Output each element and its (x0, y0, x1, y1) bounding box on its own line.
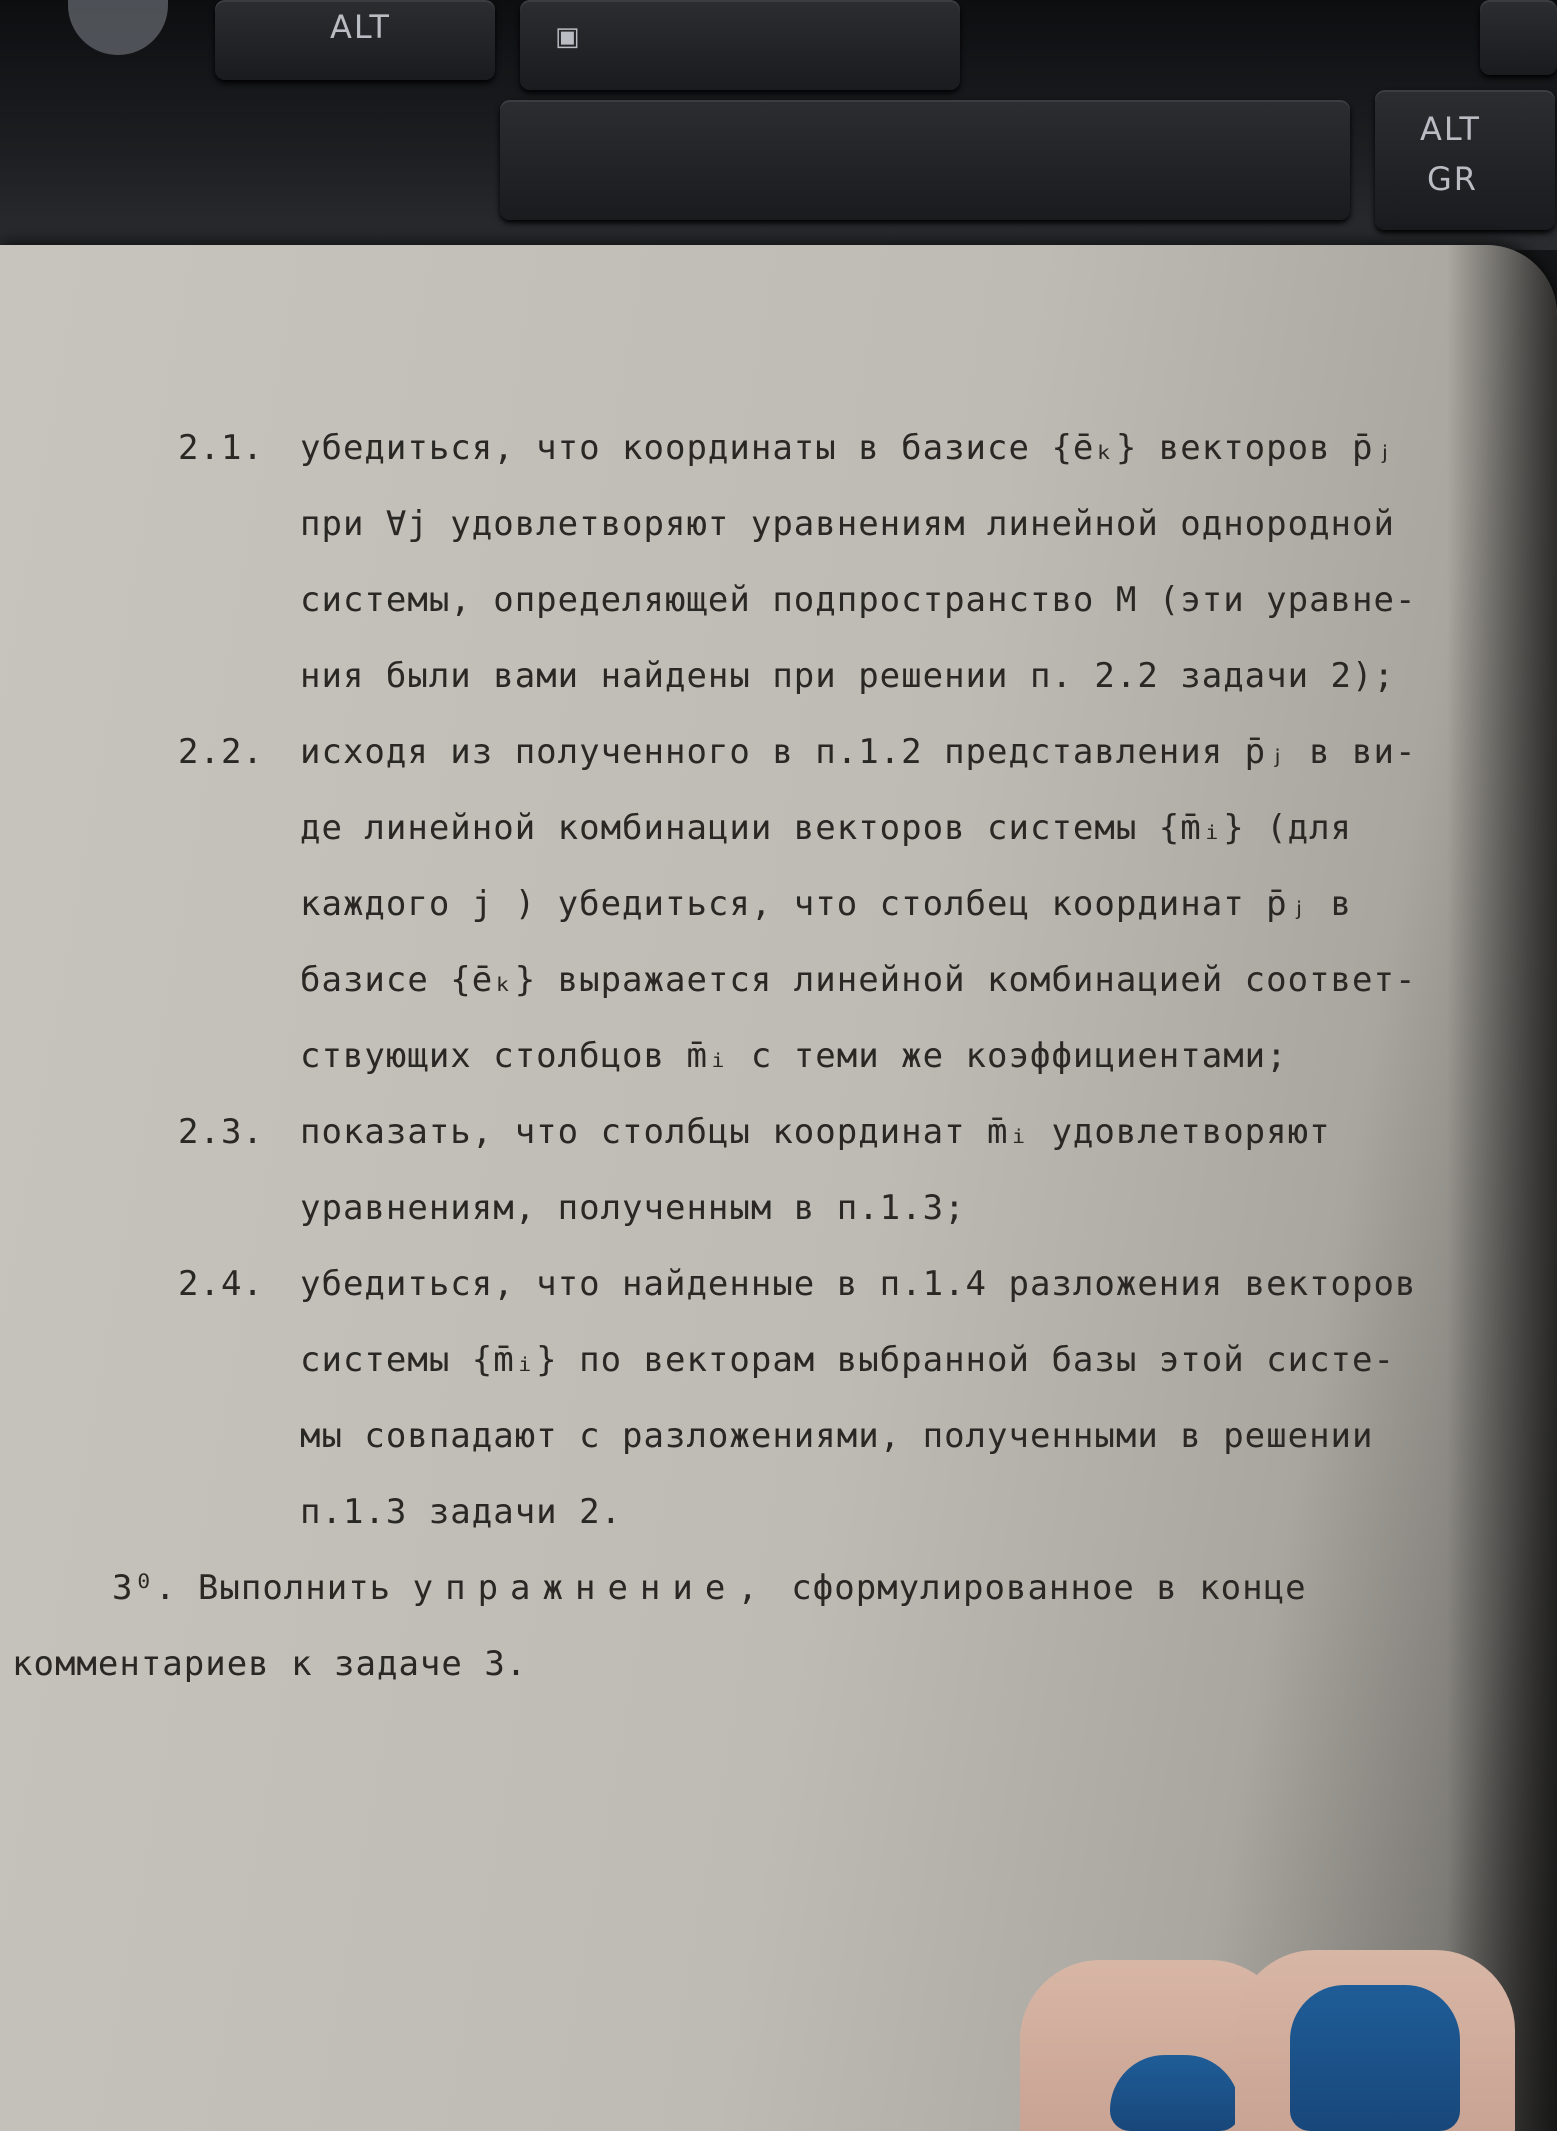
section3-line1 (112, 1550, 1307, 1626)
item-line: системы {m̄ᵢ} по векторам выбранной базы этой систе- (300, 1340, 1395, 1380)
section3-number: 3⁰. (112, 1568, 177, 1608)
item-line: показать, что столбцы координат m̄ᵢ удовлетворяют (300, 1112, 1331, 1152)
item-line: системы, определяющей подпространство M (эти уравне- (300, 580, 1417, 620)
section3-line2: комментариев к задаче 3. (12, 1644, 528, 1684)
item-number: 2.3. (178, 1112, 264, 1152)
item-line: каждого j ) убедиться, что столбец координат p̄ⱼ в (300, 884, 1353, 924)
section3-spaced-word: упражнение, (412, 1568, 770, 1608)
item-line: уравнениям, полученным в п.1.3; (300, 1188, 966, 1228)
item-line: базисе {ēₖ} выражается линейной комбинацией соответ- (300, 960, 1417, 1000)
item-line: убедиться, что найденные в п.1.4 разложения векторов (300, 1264, 1417, 1304)
key-alt-left-label: ALT (330, 8, 391, 46)
item-number: 2.2. (178, 732, 264, 772)
item-line: п.1.3 задачи 2. (300, 1492, 623, 1532)
item-line: при ∀j удовлетворяют уравнениям линейной однородной (300, 504, 1395, 544)
item-line: исходя из полученного в п.1.2 представления p̄ⱼ в ви- (300, 732, 1417, 772)
section3-rest: сформулированное в конце (791, 1568, 1307, 1608)
menu-key-icon: ▣ (555, 22, 582, 52)
item-number: 2.4. (178, 1264, 264, 1304)
fingernail-right (1290, 1985, 1460, 2131)
key-alt-gr-label-2: GR (1427, 160, 1479, 198)
section3-lead: Выполнить (197, 1568, 392, 1608)
item-line: ния были вами найдены при решении п. 2.2 задачи 2); (300, 656, 1395, 696)
item-line: ствующих столбцов m̄ᵢ с теми же коэффициентами; (300, 1036, 1288, 1076)
item-line: де линейной комбинации векторов системы {m̄ᵢ} (для (300, 808, 1353, 848)
item-line: мы совпадают с разложениями, полученными в решении (300, 1416, 1374, 1456)
item-number: 2.1. (178, 428, 264, 468)
key-alt-gr-label-1: ALT (1420, 110, 1481, 148)
item-line: убедиться, что координаты в базисе {ēₖ} векторов p̄ⱼ (300, 428, 1395, 468)
